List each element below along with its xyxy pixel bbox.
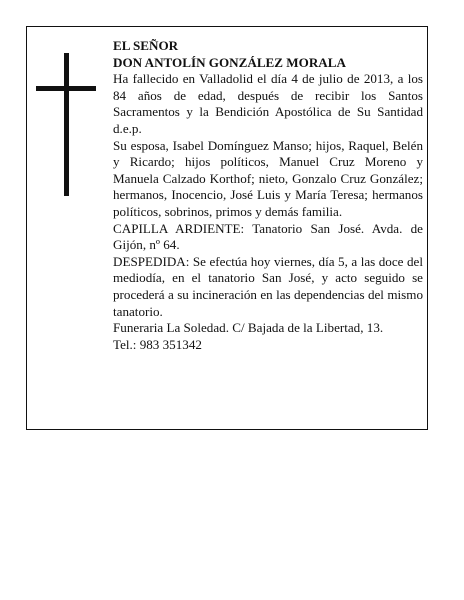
- obituary-text: [113, 38, 423, 353]
- chapel-info: CAPILLA ARDIENTE: Tanatorio San José. Avda. de Gijón, nº 64.: [113, 220, 423, 253]
- deceased-name: DON ANTOLÍN GONZÁLEZ MORALA: [113, 54, 346, 70]
- family-list: Su esposa, Isabel Domínguez Manso; hijos, Raquel, Belén y Ricardo; hijos políticos, Manuel Cruz Moreno y Manuela Calzado Korthof; nieto, Gonzalo Cruz González; hermanos, Inocencio, José Luis y María Teresa; hermanos políticos, sobrinos, primos y demás familia.: [113, 137, 423, 219]
- phone-number: Tel.: 983 351342: [113, 336, 202, 352]
- cross-icon: [36, 53, 96, 196]
- death-announcement: Ha fallecido en Valladolid el día 4 de julio de 2013, a los 84 años de edad, después de recibir los Santos Sacramentos y la Bendición Apostólica de Su Santidad d.e.p.: [113, 71, 423, 136]
- cross-vertical-bar: [64, 53, 69, 196]
- notice-heading: EL SEÑOR: [113, 38, 179, 53]
- farewell-info: DESPEDIDA: Se efectúa hoy viernes, día 5, a las doce del mediodía, en el tanatorio San José, y acto seguido se procederá a su incineración en las dependencias del mismo tanatorio.: [113, 253, 423, 319]
- funeral-home: Funeraria La Soledad. C/ Bajada de la Libertad, 13.: [113, 320, 384, 336]
- cross-horizontal-bar: [36, 86, 96, 91]
